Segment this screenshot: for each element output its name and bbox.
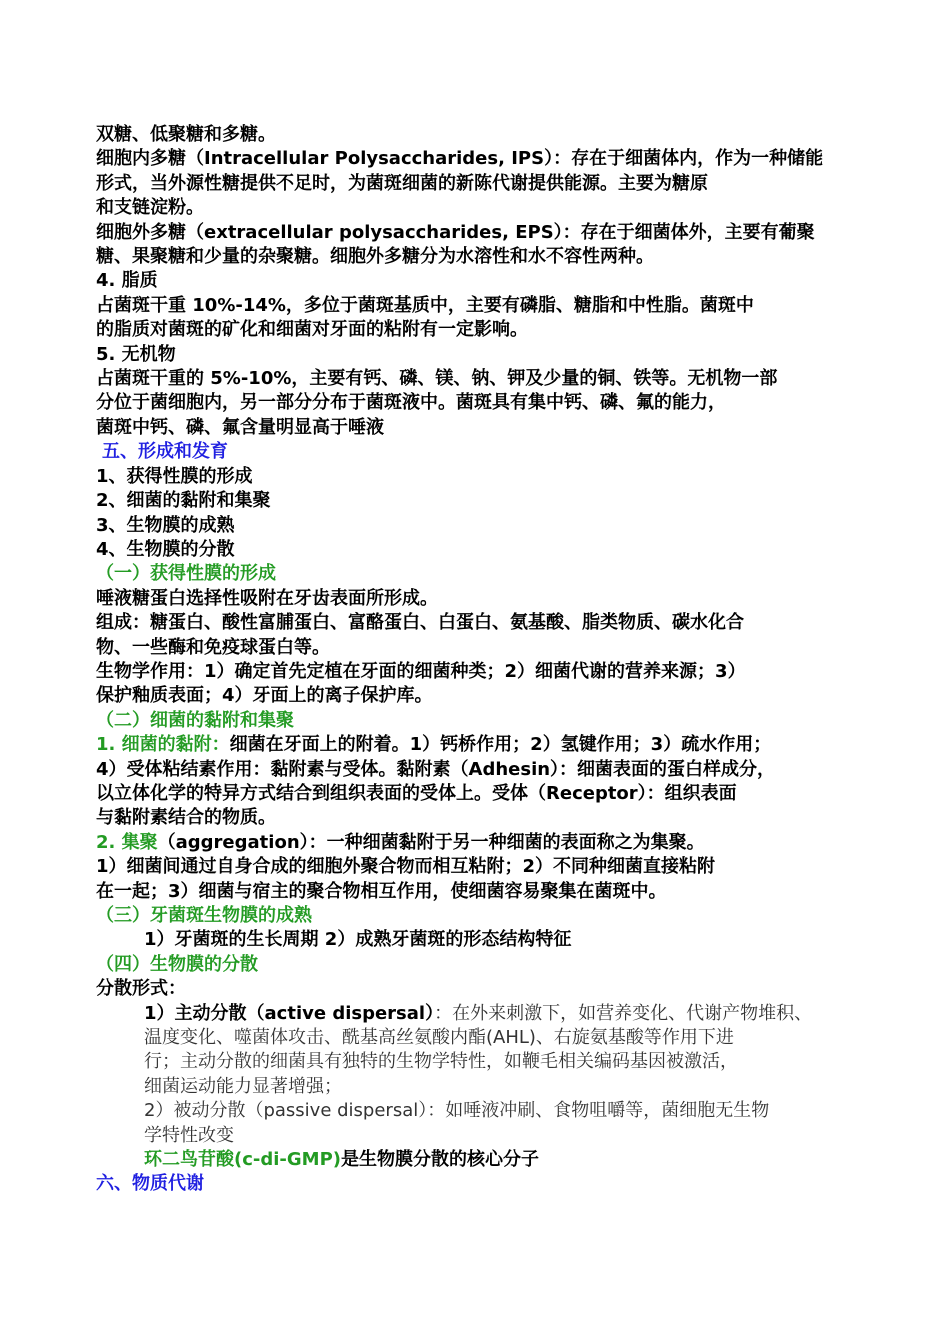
list-item: 1、获得性膜的形成	[96, 465, 253, 487]
paragraph-line: 的脂质对菌斑的矿化和细菌对牙面的粘附有一定影响。	[96, 319, 528, 341]
section-heading: 5. 无机物	[96, 343, 176, 365]
subsection-heading: （一）获得性膜的形成	[96, 563, 276, 585]
section-heading: 4. 脂质	[96, 270, 158, 292]
paragraph-line: 1）牙菌斑的生长周期 2）成熟牙菌斑的形态结构特征	[144, 929, 572, 951]
term-text: （aggregation）：一种细菌黏附于另一种细菌的表面称之为集聚。	[157, 831, 705, 853]
paragraph-line: 2）被动分散（passive dispersal）：如唾液冲刷、食物咀嚼等，菌细胞无生物	[144, 1100, 770, 1122]
paragraph-line: 占菌斑干重的 5%-10%，主要有钙、磷、镁、钠、钾及少量的铜、铁等。无机物一部	[96, 368, 778, 390]
paragraph-line: 菌斑中钙、磷、氟含量明显高于唾液	[96, 416, 384, 438]
paragraph-line	[96, 831, 866, 855]
term-text: ：在外来刺激下，如营养变化、代谢产物堆积、	[434, 1002, 813, 1024]
paragraph-line: 分散形式：	[96, 978, 186, 1000]
term-label: 2. 集聚	[96, 831, 158, 853]
chapter-heading: 六、物质代谢	[96, 1173, 204, 1195]
paragraph-line: 1）细菌间通过自身合成的细胞外聚合物而相互粘附；2）不同种细菌直接粘附	[96, 856, 716, 878]
paragraph-line: 4）受体粘结素作用：黏附素与受体。黏附素（Adhesin）：细菌表面的蛋白样成分，	[96, 758, 776, 780]
paragraph-line: 学特性改变	[144, 1124, 234, 1146]
paragraph-line	[96, 1002, 866, 1026]
paragraph-line: 组成：糖蛋白、酸性富脯蛋白、富酪蛋白、白蛋白、氨基酸、脂类物质、碳水化合	[96, 612, 744, 634]
subsection-heading: （三）牙菌斑生物膜的成熟	[96, 905, 312, 926]
subsection-heading: （四）生物膜的分散	[96, 953, 258, 975]
list-item: 3、生物膜的成熟	[96, 514, 235, 536]
term-label: 1. 细菌的黏附：	[96, 734, 230, 756]
list-item: 2、细菌的黏附和集聚	[96, 490, 271, 512]
paragraph-line: 形式，当外源性糖提供不足时，为菌斑细菌的新陈代谢提供能源。主要为糖原	[96, 172, 708, 194]
paragraph-line: 保护釉质表面；4）牙面上的离子保护库。	[96, 685, 433, 707]
list-item: 4、生物膜的分散	[96, 538, 235, 560]
paragraph-line: 分位于菌细胞内，另一部分分布于菌斑液中。菌斑具有集中钙、磷、氟的能力，	[96, 392, 726, 414]
paragraph-line: 唾液糖蛋白选择性吸附在牙齿表面所形成。	[96, 587, 438, 609]
paragraph-line: 细胞内多糖（Intracellular Polysaccharides, IPS）：存在于细菌体内，作为一种储能	[96, 148, 824, 170]
paragraph-line: 双糖、低聚糖和多糖。	[96, 124, 276, 145]
paragraph-line: 以立体化学的特异方式结合到组织表面的受体上。受体（Receptor）：组织表面	[96, 782, 737, 804]
paragraph-line: 物、一些酶和免疫球蛋白等。	[96, 636, 330, 658]
paragraph-line: 与黏附素结合的物质。	[96, 807, 276, 829]
term-text: 是生物膜分散的核心分子	[341, 1149, 539, 1171]
paragraph-line	[96, 1148, 866, 1172]
paragraph-line: 温度变化、噬菌体攻击、酰基高丝氨酸内酯(AHL)、右旋氨基酸等作用下进	[144, 1027, 734, 1049]
paragraph-line: 生物学作用：1）确定首先定植在牙面的细菌种类；2）细菌代谢的营养来源；3）	[96, 660, 746, 682]
paragraph-line: 占菌斑干重 10%-14%，多位于菌斑基质中，主要有磷脂、糖脂和中性脂。菌斑中	[96, 294, 754, 316]
paragraph-line: 细胞外多糖（extracellular polysaccharides, EPS）：存在于细菌体外，主要有葡聚	[96, 221, 815, 243]
document-body	[96, 123, 866, 1197]
term-label: 1）主动分散（active dispersal）	[144, 1002, 435, 1024]
paragraph-line: 和支链淀粉。	[96, 197, 204, 219]
chapter-heading: 五、形成和发育	[102, 441, 228, 463]
paragraph-line: 细菌运动能力显著增强；	[144, 1075, 342, 1097]
paragraph-line: 在一起；3）细菌与宿主的聚合物相互作用，使细菌容易聚集在菌斑中。	[96, 880, 667, 902]
paragraph-line	[96, 733, 866, 757]
subsection-heading: （二）细菌的黏附和集聚	[96, 709, 294, 731]
term-text: 细菌在牙面上的附着。1）钙桥作用；2）氢键作用；3）疏水作用；	[229, 734, 772, 756]
term-label: 环二鸟苷酸(c-di-GMP)	[144, 1149, 341, 1171]
paragraph-line: 糖、果聚糖和少量的杂聚糖。细胞外多糖分为水溶性和水不容性两种。	[96, 246, 654, 268]
paragraph-line: 行；主动分散的细菌具有独特的生物学特性，如鞭毛相关编码基因被激活，	[144, 1051, 738, 1073]
